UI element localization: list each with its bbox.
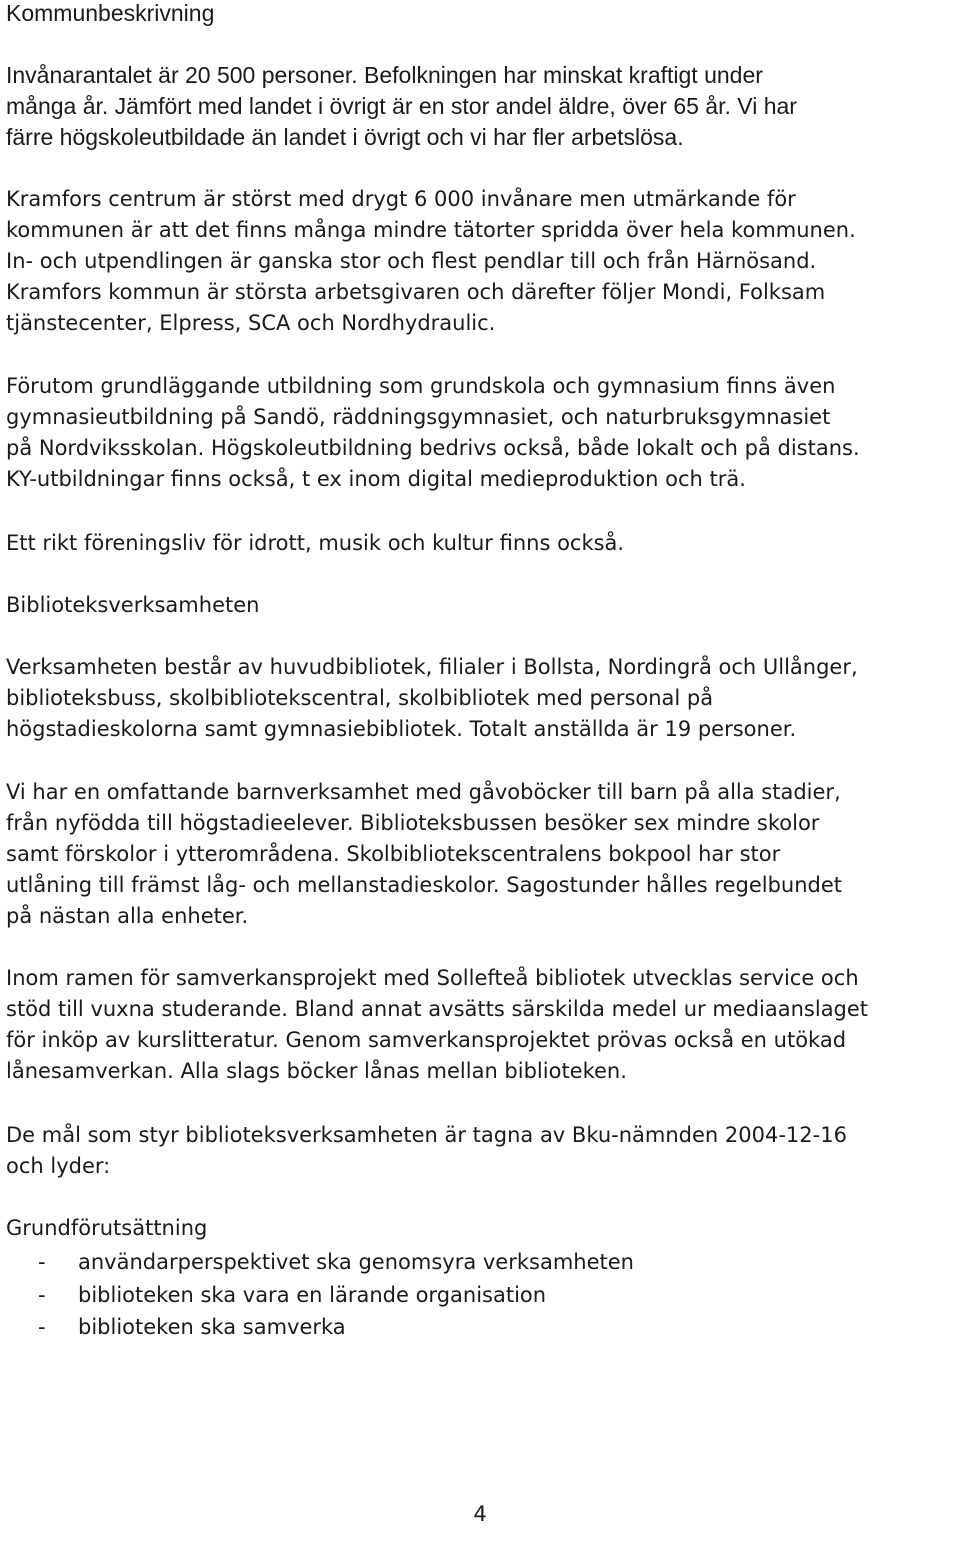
- paragraph: [6, 60, 954, 153]
- text-line: på nästan alla enheter.: [6, 904, 249, 928]
- text-line: In- och utpendlingen är ganska stor och flest pendlar till och från Härnösand.: [6, 249, 817, 273]
- text-line: KY-utbildningar finns också, t ex inom digital medieproduktion och trä.: [6, 467, 746, 491]
- text-line: Kramfors centrum är störst med drygt 6 000 invånare men utmärkande för: [6, 187, 796, 211]
- list-item-text: användarperspektivet ska genomsyra verksamheten: [78, 1250, 634, 1274]
- paragraph: [6, 371, 954, 495]
- text-line: Verksamheten består av huvudbibliotek, filialer i Bollsta, Nordingrå och Ullånger,: [6, 655, 858, 679]
- text-line: De mål som styr biblioteksverksamheten är tagna av Bku-nämnden 2004-12-16: [6, 1123, 847, 1147]
- list-item-text: biblioteken ska samverka: [78, 1315, 346, 1339]
- text-line: för inköp av kurslitteratur. Genom samverkansprojektet prövas också en utökad: [6, 1028, 847, 1052]
- text-line: Inom ramen för samverkansprojekt med Sollefteå bibliotek utvecklas service och: [6, 966, 859, 990]
- bullet-marker: -: [38, 1250, 46, 1274]
- paragraph: [6, 963, 954, 1087]
- paragraph: [6, 184, 954, 339]
- text-line: och lyder:: [6, 1154, 111, 1178]
- paragraph: [6, 528, 954, 559]
- bullet-marker: -: [38, 1282, 46, 1307]
- list-item: [6, 1311, 634, 1344]
- text-line: Kramfors kommun är största arbetsgivaren och därefter följer Mondi, Folksam: [6, 280, 826, 304]
- text-line: högstadieskolorna samt gymnasiebibliotek. Totalt anställda är 19 personer.: [6, 717, 797, 741]
- text-line: färre högskoleutbildade än landet i övrigt och vi har fler arbetslösa.: [6, 124, 684, 150]
- text-line: från nyfödda till högstadieelever. Biblioteksbussen besöker sex mindre skolor: [6, 811, 820, 835]
- section-heading: [6, 590, 954, 621]
- text-line: stöd till vuxna studerande. Bland annat avsätts särskilda medel ur mediaanslaget: [6, 997, 869, 1021]
- page-number: 4: [473, 1502, 487, 1526]
- text-line: lånesamverkan. Alla slags böcker lånas mellan biblioteken.: [6, 1059, 627, 1083]
- paragraph: [6, 777, 954, 932]
- section-heading: [6, 0, 954, 29]
- heading-text: Kommunbeskrivning: [6, 0, 215, 26]
- section-heading: [6, 1213, 954, 1244]
- paragraph: [6, 652, 954, 745]
- text-line: utlåning till främst låg- och mellanstadieskolor. Sagostunder hålles regelbundet: [6, 873, 843, 897]
- list-item-text: biblioteken ska vara en lärande organisation: [78, 1282, 547, 1307]
- text-line: tjänstecenter, Elpress, SCA och Nordhydraulic.: [6, 311, 496, 335]
- text-line: samt förskolor i ytterområdena. Skolbibliotekscentralens bokpool har stor: [6, 842, 781, 866]
- list-item: [6, 1279, 634, 1312]
- text-line: biblioteksbuss, skolbibliotekscentral, skolbibliotek med personal på: [6, 686, 714, 710]
- text-line: på Nordviksskolan. Högskoleutbildning bedrivs också, både lokalt och på distans.: [6, 436, 860, 460]
- text-line: gymnasieutbildning på Sandö, räddningsgymnasiet, och naturbruksgymnasiet: [6, 405, 831, 429]
- text-line: många år. Jämfört med landet i övrigt är en stor andel äldre, över 65 år. Vi har: [6, 93, 797, 119]
- heading-text: Biblioteksverksamheten: [6, 593, 260, 617]
- bullet-marker: -: [38, 1315, 46, 1339]
- text-line: Vi har en omfattande barnverksamhet med gåvoböcker till barn på alla stadier,: [6, 780, 841, 804]
- text-line: Invånarantalet är 20 500 personer. Befolkningen har minskat kraftigt under: [6, 62, 763, 88]
- text-line: kommunen är att det finns många mindre tätorter spridda över hela kommunen.: [6, 218, 856, 242]
- paragraph: [6, 1120, 954, 1182]
- text-line: Förutom grundläggande utbildning som grundskola och gymnasium finns även: [6, 374, 836, 398]
- text-line: Ett rikt föreningsliv för idrott, musik och kultur finns också.: [6, 531, 625, 555]
- list-item: [6, 1246, 634, 1279]
- bullet-list: [6, 1246, 634, 1344]
- heading-text: Grundförutsättning: [6, 1216, 208, 1240]
